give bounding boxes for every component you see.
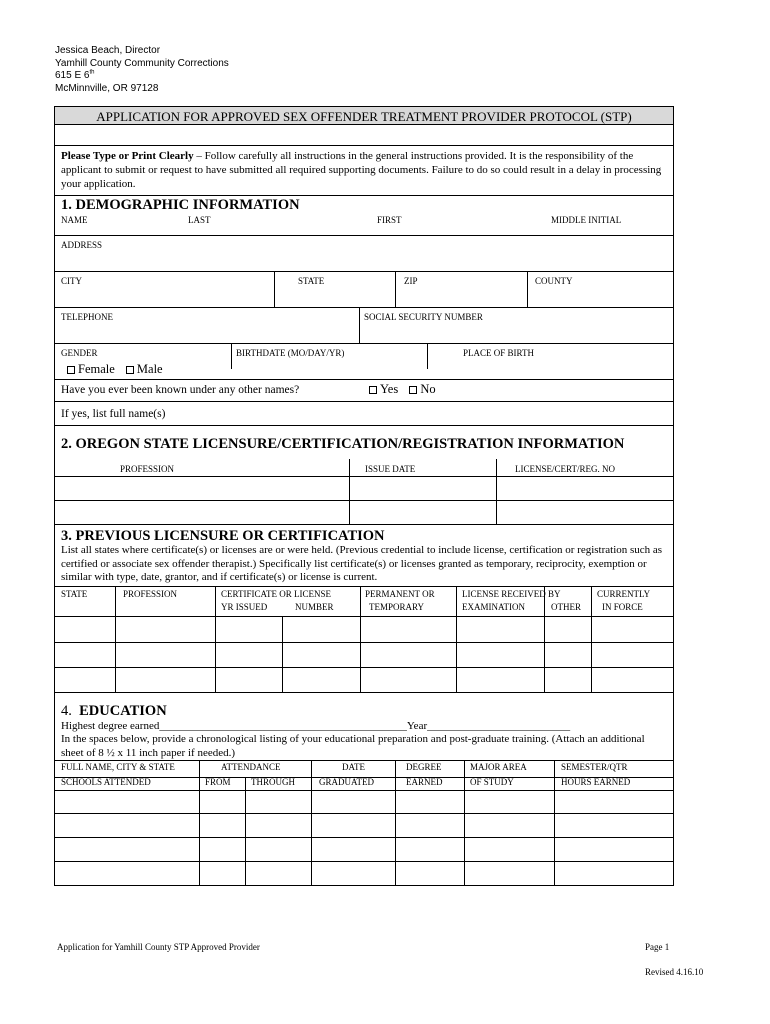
- gender-options: Female Male: [67, 363, 163, 376]
- city-row: [55, 272, 673, 308]
- other-names-options: Yes No: [369, 383, 436, 396]
- issue-date-label: ISSUE DATE: [365, 464, 416, 474]
- street-line: 615 E 6th: [55, 69, 95, 81]
- male-checkbox[interactable]: [126, 366, 134, 374]
- other-names-question: Have you ever been known under any other names?: [61, 384, 300, 396]
- in-force-label: IN FORCE: [602, 602, 643, 612]
- middle-initial-label: MIDDLE INITIAL: [551, 215, 622, 225]
- education-row[interactable]: [55, 838, 673, 862]
- previous-licensure-row[interactable]: [55, 668, 673, 693]
- education-row[interactable]: [55, 814, 673, 838]
- female-checkbox[interactable]: [67, 366, 75, 374]
- gender-row: [55, 344, 673, 380]
- telephone-row: [55, 308, 673, 344]
- address-row[interactable]: [55, 236, 673, 272]
- section4-instructions: In the spaces below, provide a chronological listing of your educational preparation and post-graduate training. (Attach an additional sheet of 8 ½ x 11 inch paper if needed.): [61, 733, 645, 759]
- instructions: Please Type or Print Clearly – Follow carefully all instructions in the general instructions provided. It is the responsibility of the applicant to submit or request to have submitted all required supporting documents. Failure to do so could result in a delay in processing your application.: [55, 146, 673, 196]
- graduated-label: GRADUATED: [319, 777, 374, 787]
- city-line: McMinnville, OR 97128: [55, 82, 159, 94]
- previous-licensure-header: [55, 525, 673, 617]
- first-name-label: FIRST: [377, 215, 402, 225]
- letterhead: [55, 45, 229, 95]
- agency-line: Yamhill County Community Corrections: [55, 57, 229, 69]
- attendance-label: ATTENDANCE: [221, 762, 281, 772]
- from-label: FROM: [205, 777, 231, 787]
- state-label: STATE: [298, 276, 325, 286]
- page-number: Page 1: [645, 942, 670, 952]
- section3-heading: 3. PREVIOUS LICENSURE OR CERTIFICATION: [61, 528, 385, 544]
- major-area-label: MAJOR AREA: [470, 762, 527, 772]
- list-names-label: If yes, list full name(s): [61, 408, 166, 420]
- name-row: [55, 196, 673, 236]
- ssn-label: SOCIAL SECURITY NUMBER: [364, 312, 483, 322]
- birthdate-label: BIRTHDATE (MO/DAY/YR): [236, 348, 345, 358]
- previous-licensure-row[interactable]: [55, 617, 673, 643]
- through-label: THROUGH: [251, 777, 295, 787]
- county-label: COUNTY: [535, 276, 573, 286]
- temporary-label: TEMPORARY: [369, 602, 425, 612]
- education-row[interactable]: [55, 791, 673, 814]
- application-form: [54, 106, 674, 886]
- other-names-row: [55, 380, 673, 402]
- last-name-label: LAST: [188, 215, 211, 225]
- education-subheader: [55, 777, 673, 791]
- section1-heading: 1. DEMOGRAPHIC INFORMATION: [61, 197, 300, 213]
- section2-heading: 2. OREGON STATE LICENSURE/CERTIFICATION/REGISTRATION INFORMATION: [61, 436, 625, 452]
- yr-issued-label: YR ISSUED: [221, 602, 268, 612]
- school-name-label: FULL NAME, CITY & STATE: [61, 762, 175, 772]
- place-of-birth-label: PLACE OF BIRTH: [463, 348, 534, 358]
- education-header: [55, 693, 673, 778]
- list-names-row[interactable]: [55, 402, 673, 426]
- address-label: ADDRESS: [61, 240, 103, 250]
- licensure-header-row: [55, 426, 673, 477]
- city-label: CITY: [61, 276, 82, 286]
- section4-heading: 4. EDUCATION: [61, 703, 167, 719]
- examination-label: EXAMINATION: [462, 602, 525, 612]
- zip-label: ZIP: [404, 276, 418, 286]
- section3-instructions: List all states where certificate(s) or licenses are or were held. (Previous credential to include license, certification or registration such as certified or associate sex offender therapist.) Specifically list certificate(s) or licenses granted as temporary, reciprocity, exemption or similar with type, date, grantor, and if certificate(s) or license is current.: [61, 544, 663, 583]
- licensure-row[interactable]: [55, 477, 673, 501]
- telephone-label: TELEPHONE: [61, 312, 113, 322]
- degree-label: DEGREE: [406, 762, 442, 772]
- no-checkbox[interactable]: [409, 386, 417, 394]
- director-line: Jessica Beach, Director: [55, 45, 161, 56]
- name-label: NAME: [61, 215, 88, 225]
- education-row[interactable]: [55, 862, 673, 886]
- yes-checkbox[interactable]: [369, 386, 377, 394]
- date-label: DATE: [342, 762, 365, 772]
- footer-title: Application for Yamhill County STP Approved Provider: [57, 942, 260, 952]
- licensure-row[interactable]: [55, 501, 673, 525]
- profession-label: PROFESSION: [120, 464, 175, 474]
- permanent-label: PERMANENT OR: [365, 589, 435, 599]
- previous-licensure-row[interactable]: [55, 643, 673, 668]
- of-study-label: OF STUDY: [470, 777, 514, 787]
- semester-qtr-label: SEMESTER/QTR: [561, 762, 628, 772]
- other-label: OTHER: [551, 602, 581, 612]
- cert-license-label: CERTIFICATE OR LICENSE: [221, 589, 331, 599]
- license-received-label: LICENSE RECEIVED BY: [462, 589, 561, 599]
- highest-degree-line[interactable]: Highest degree earned_____________________________________________Year__________________________: [61, 720, 571, 732]
- schools-attended-label: SCHOOLS ATTENDED: [61, 777, 151, 787]
- license-no-label: LICENSE/CERT/REG. NO: [515, 464, 615, 474]
- form-title: APPLICATION FOR APPROVED SEX OFFENDER TREATMENT PROVIDER PROTOCOL (STP): [55, 106, 673, 125]
- revision-date: Revised 4.16.10: [645, 967, 704, 977]
- blank-row: [55, 125, 673, 146]
- currently-label: CURRENTLY: [597, 589, 651, 599]
- hours-earned-label: HOURS EARNED: [561, 777, 631, 787]
- earned-label: EARNED: [406, 777, 443, 787]
- profession-col-label: PROFESSION: [123, 589, 178, 599]
- state-col-label: STATE: [61, 589, 88, 599]
- gender-label: GENDER: [61, 348, 98, 358]
- number-label: NUMBER: [295, 602, 334, 612]
